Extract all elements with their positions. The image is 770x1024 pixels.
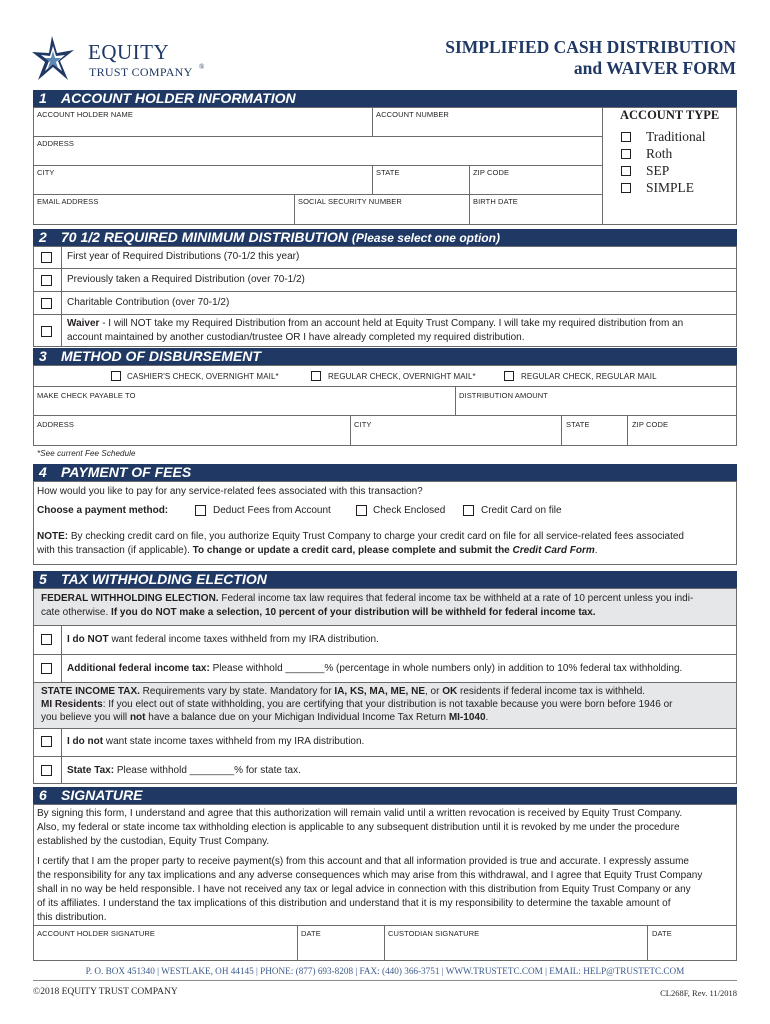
account-holder-name-field[interactable]: ACCOUNT HOLDER NAME (37, 110, 133, 119)
waiver-text-line1: Waiver - I will NOT take my Required Distribution from an account held at Equity Trust Company. I will take my required distribution from an (67, 318, 684, 329)
credit-card-checkbox[interactable] (463, 505, 474, 516)
fee-note-line2: with this transaction (if applicable). To change or update a credit card, please complete and submit the Credit Card Form. (37, 545, 598, 556)
ssn-field[interactable]: SOCIAL SECURITY NUMBER (298, 197, 402, 206)
state-income-tax-line1: STATE INCOME TAX. Requirements vary by state. Mandatory for IA, KS, MA, ME, NE, or OK residents if federal income tax is withheld. (41, 686, 646, 697)
no-state-tax-checkbox[interactable] (41, 736, 52, 747)
address-field[interactable]: ADDRESS (37, 139, 74, 148)
footer-copyright: ©2018 EQUITY TRUST COMPANY (33, 987, 178, 997)
signature-para2-line4: of its affiliates. I understand the tax implications of this distribution and understand that it is my responsibility to determine the taxable amount of (37, 898, 671, 909)
regular-check-overnight-label: REGULAR CHECK, OVERNIGHT MAIL* (328, 372, 476, 381)
cashiers-check-overnight-checkbox[interactable] (111, 371, 121, 381)
state-field[interactable]: STATE (376, 168, 400, 177)
roth-checkbox[interactable] (621, 149, 631, 159)
fee-schedule-note: *See current Fee Schedule (37, 449, 136, 458)
credit-card-label: Credit Card on file (481, 505, 562, 516)
logo (30, 34, 230, 84)
signature-para1-line1: By signing this form, I understand and agree that this authorization will remain valid until a written revocation is received by Equity Trust Company. (37, 808, 683, 819)
section3-header: 3 METHOD OF DISBURSEMENT (33, 348, 737, 365)
form-title-line1: SIMPLIFIED CASH DISTRIBUTION (445, 37, 736, 57)
check-enclosed-checkbox[interactable] (356, 505, 367, 516)
regular-check-overnight-checkbox[interactable] (311, 371, 321, 381)
traditional-checkbox[interactable] (621, 132, 631, 142)
federal-withholding-line2: cate otherwise. If you do NOT make a selection, 10 percent of your distribution will be withheld for federal income tax. (41, 607, 596, 618)
form-title-line2: and WAIVER FORM (573, 58, 736, 78)
signature-para2-line3: shall in no way be held responsible. I have not received any tax or legal advice in connection with this distribution from Equity Trust Company or any (37, 884, 691, 895)
star-logo-icon (30, 34, 78, 84)
account-type-title: ACCOUNT TYPE (620, 108, 720, 122)
signature-para2-line2: the responsibility for any tax implications and any adverse consequences which may arise from this withdrawal, and I agree that Equity Trust Company (37, 870, 703, 881)
logo-sub: TRUST COMPANY (89, 65, 193, 79)
rmd-previously-taken-label: Previously taken a Required Distribution (over 70-1/2) (67, 274, 305, 285)
rmd-first-year-label: First year of Required Distributions (70-1/2 this year) (67, 251, 300, 262)
distribution-amount-field[interactable]: DISTRIBUTION AMOUNT (459, 391, 548, 400)
deduct-fees-label: Deduct Fees from Account (213, 505, 331, 516)
signature-date-field[interactable]: DATE (301, 929, 321, 938)
logo-name: EQUITY (88, 40, 170, 64)
payee-zip-field[interactable]: ZIP CODE (632, 420, 669, 429)
section4-title: PAYMENT OF FEES (61, 464, 192, 480)
charitable-contribution-label: Charitable Contribution (over 70-1/2) (67, 297, 230, 308)
charitable-contribution-checkbox[interactable] (41, 298, 52, 309)
signature-para2-line5: this distribution. (37, 912, 107, 923)
choose-payment-label: Choose a payment method: (37, 505, 169, 516)
check-enclosed-label: Check Enclosed (373, 505, 446, 516)
mi-residents-line1: MI Residents: If you elect out of state withholding, you are certifying that your distribution is not taxable because you were born before 1946 or (41, 699, 673, 710)
rmd-first-year-checkbox[interactable] (41, 252, 52, 263)
state-tax-label: State Tax: Please withhold ________% for state tax. (67, 765, 301, 776)
no-federal-tax-label: I do NOT want federal income taxes withheld from my IRA distribution. (67, 634, 379, 645)
signature-para1-line2: Also, my federal or state income tax withholding election is applicable to any subsequent distribution until it is revoked by me under the procedure (37, 822, 680, 833)
section1-title: ACCOUNT HOLDER INFORMATION (61, 90, 296, 106)
section4-header: 4 PAYMENT OF FEES (33, 464, 737, 481)
section1-form (33, 107, 737, 225)
no-state-tax-label: I do not want state income taxes withheld from my IRA distribution. (67, 736, 365, 747)
section6-header: 6 SIGNATURE (33, 787, 737, 804)
payee-city-field[interactable]: CITY (354, 420, 372, 429)
signature-para1-line3: established by the custodian, Equity Trust Company. (37, 836, 270, 847)
city-field[interactable]: CITY (37, 168, 55, 177)
make-check-payable-field[interactable]: MAKE CHECK PAYABLE TO (37, 391, 136, 400)
fee-question: How would you like to pay for any service-related fees associated with this transaction? (37, 486, 423, 497)
footer-form-code: CL268F, Rev. 11/2018 (660, 988, 737, 998)
account-number-field[interactable]: ACCOUNT NUMBER (376, 110, 449, 119)
section2-subtitle: (Please select one option) (351, 231, 500, 245)
mi-residents-line2: you believe you will not have a balance due on your Michigan Individual Income Tax Return MI-1040. (41, 712, 489, 723)
section1-header: 1 ACCOUNT HOLDER INFORMATION (33, 90, 737, 107)
birth-date-field[interactable]: BIRTH DATE (473, 197, 518, 206)
payee-address-field[interactable]: ADDRESS (37, 420, 74, 429)
cashiers-check-overnight-label: CASHIER'S CHECK, OVERNIGHT MAIL* (127, 372, 279, 381)
account-holder-signature-field[interactable]: ACCOUNT HOLDER SIGNATURE (37, 929, 155, 938)
custodian-date-field[interactable]: DATE (652, 929, 672, 938)
waiver-text-line2: account maintained by another custodian/trustee OR I have already completed my required distribution. (67, 332, 525, 343)
section6-title: SIGNATURE (61, 787, 143, 803)
state-tax-checkbox[interactable] (41, 765, 52, 776)
zip-code-field[interactable]: ZIP CODE (473, 168, 510, 177)
section5-header: 5 TAX WITHHOLDING ELECTION (33, 571, 737, 588)
traditional-label: Traditional (646, 129, 706, 144)
section3-title: METHOD OF DISBURSEMENT (61, 348, 261, 364)
waiver-checkbox[interactable] (41, 326, 52, 337)
roth-label: Roth (646, 146, 673, 161)
email-address-field[interactable]: EMAIL ADDRESS (37, 197, 99, 206)
credit-card-form-link[interactable] (530, 544, 614, 557)
no-federal-tax-checkbox[interactable] (41, 634, 52, 645)
footer-contact: P. O. BOX 451340 | WESTLAKE, OH 44145 | PHONE: (877) 693-8208 | FAX: (440) 366-3751 | WWW.TRUSTETC.COM | EMAIL: HELP@TRUSTETC.COM (85, 966, 685, 976)
regular-check-regular-mail-label: REGULAR CHECK, REGULAR MAIL (521, 372, 657, 381)
logo-registered: ® (199, 63, 205, 71)
section2-header: 2 70 1/2 REQUIRED MINIMUM DISTRIBUTION (Please select one option) (33, 229, 737, 247)
federal-withholding-line1: FEDERAL WITHHOLDING ELECTION. Federal income tax law requires that federal income tax be withheld at a rate of 10 percent unless you indi- (41, 593, 694, 604)
signature-para2-line1: I certify that I am the proper party to receive payment(s) from this account and that all information provided is true and accurate. I expressly assume (37, 856, 689, 867)
sep-label: SEP (646, 163, 670, 178)
additional-federal-tax-checkbox[interactable] (41, 663, 52, 674)
section5-title: TAX WITHHOLDING ELECTION (61, 571, 267, 587)
rmd-previously-taken-checkbox[interactable] (41, 275, 52, 286)
simple-checkbox[interactable] (621, 183, 631, 193)
sep-checkbox[interactable] (621, 166, 631, 176)
additional-federal-tax-label: Additional federal income tax: Please withhold _______% (percentage in whole numbers only) in addition to 10% federal tax withholding. (67, 663, 683, 674)
simple-label: SIMPLE (646, 180, 695, 195)
deduct-fees-checkbox[interactable] (195, 505, 206, 516)
payee-state-field[interactable]: STATE (566, 420, 590, 429)
section2-title: 70 1/2 REQUIRED MINIMUM DISTRIBUTION (61, 229, 349, 245)
regular-check-regular-mail-checkbox[interactable] (504, 371, 514, 381)
fee-note-line1: NOTE: By checking credit card on file, you authorize Equity Trust Company to charge your credit card on file for all service-related fees associated (37, 531, 684, 542)
custodian-signature-field[interactable]: CUSTODIAN SIGNATURE (388, 929, 480, 938)
